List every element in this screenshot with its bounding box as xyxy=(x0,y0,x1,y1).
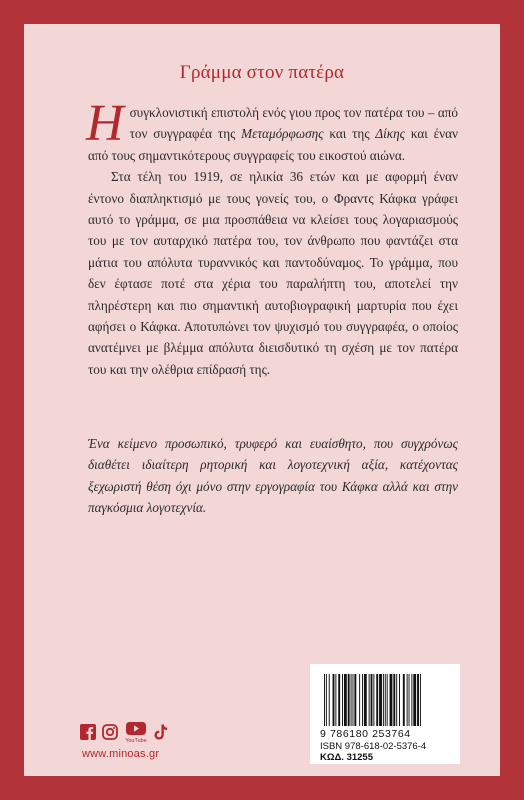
paragraph-1-text-b: και της xyxy=(323,126,376,142)
barcode-panel xyxy=(310,664,460,764)
back-cover xyxy=(24,24,500,776)
youtube-label: YouTube xyxy=(125,738,147,743)
youtube-icon[interactable] xyxy=(124,721,148,743)
book-title: Γράμμα στον πατέρα xyxy=(179,62,345,83)
instagram-icon[interactable] xyxy=(102,724,118,740)
social-icons xyxy=(80,720,168,744)
blurb-paragraph-1 xyxy=(86,95,459,166)
isbn-text: ISBN 978-618-02-5376-4 xyxy=(320,741,427,752)
work-title-trial: Δίκης xyxy=(375,126,406,142)
paragraph-1-text-a: συγκλονιστική επιστολή ενός γιου προς τον πατέρα του – από τον συγγραφέα της xyxy=(129,105,458,142)
barcode-graphic xyxy=(320,672,450,728)
italic-quote: Ένα κείμενο προσωπικό, τρυφερό και ευαίσθητο, που συγχρόνως διαθέτει ιδιαίτερη ρητορική και λογοτεχνική αξία, κατέχοντας ξεχωριστή θέση όχι μόνο στην εργογραφία του Κάφκα αλλά και στην παγκόσμια λογοτεχνία. xyxy=(88,436,458,516)
paragraph-1-text-c: και έναν από τους σημαντικότερους συγγραφείς του εικοστού αιώνα. xyxy=(88,126,459,163)
blurb xyxy=(86,95,459,380)
drop-cap: Η xyxy=(86,95,124,152)
work-title-metamorphosis: Μεταμόρφωσης xyxy=(241,126,324,142)
publisher-website[interactable]: www.minoas.gr xyxy=(82,748,160,760)
tiktok-icon[interactable] xyxy=(154,724,168,740)
product-code: ΚΩΔ. 31255 xyxy=(320,752,374,763)
blurb-paragraph-2: Στα τέλη του 1919, σε ηλικία 36 ετών και με αφορμή έναν έντονο διαπληκτισμό με τους γονείς του, ο Φραντς Κάφκα γράφει αυτό το γράμμα, σε μια προσπάθεια να κλείσει τους λογαριασμούς του με τον αυταρχικό πατέρα του, τον άνθρωπο που φαντάζει στα μάτια του απόλυτα τυραννικός και παντοδύναμος. Το γράμμα, που δεν έφτασε ποτέ στα χέρια του παραλήπτη του, αποτελεί την πληρέστερη και πιο σημαντική αυτοβιογραφική μαρτυρία που έχει αφήσει ο Κάφκα. Αποτυπώνει τον ψυχισμό του συγγραφέα, ο οποίος ανατέμνει με βλέμμα απόλυτα διεισδυτικό τη σχέση με τον πατέρα του και την ολέθρια επίδρασή της. xyxy=(88,169,458,377)
facebook-icon[interactable] xyxy=(80,724,96,740)
barcode-number: 9 786180 253764 xyxy=(320,728,411,740)
